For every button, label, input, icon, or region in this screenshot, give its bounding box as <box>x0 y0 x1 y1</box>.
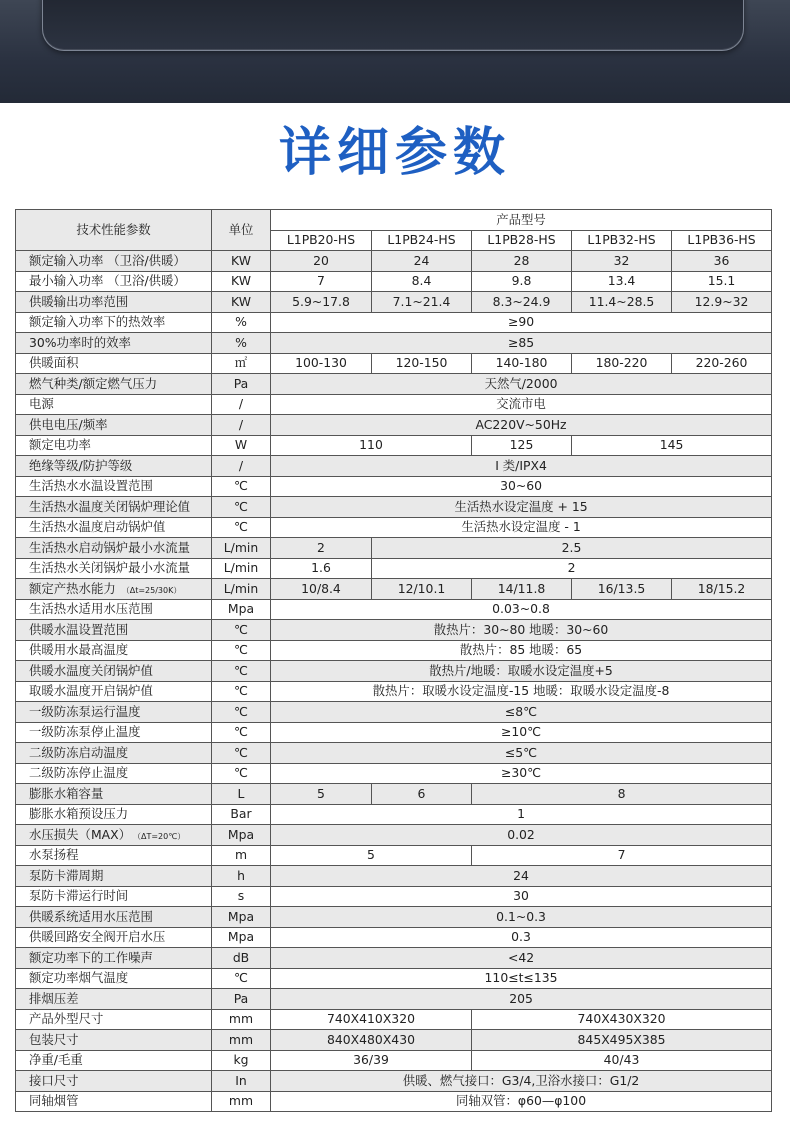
table-row <box>16 743 772 764</box>
param-cell <box>16 579 212 600</box>
model-cell: L1PB24-HS <box>372 230 472 251</box>
table-row <box>16 661 772 682</box>
table-row <box>16 497 772 518</box>
param-cell <box>16 722 212 743</box>
unit-cell: dB <box>212 948 271 969</box>
param-cell <box>16 702 212 723</box>
value-cell: 7 <box>472 845 772 866</box>
table-row <box>16 702 772 723</box>
table-row <box>16 1030 772 1051</box>
param-note: （Δt=25/30K） <box>121 585 182 595</box>
value-cell: 6 <box>372 784 472 805</box>
param-cell <box>16 1030 212 1051</box>
param-cell <box>16 866 212 887</box>
param-cell <box>16 312 212 333</box>
table-row <box>16 456 772 477</box>
value-cell: 5 <box>271 845 472 866</box>
value-cell: I 类/IPX4 <box>271 456 772 477</box>
param-label: 供暖水温设置范围 <box>29 621 129 637</box>
value-cell: AC220V~50Hz <box>271 415 772 436</box>
value-cell: 13.4 <box>572 271 672 292</box>
value-cell: 180-220 <box>572 353 672 374</box>
unit-cell: ℃ <box>212 763 271 784</box>
table-row <box>16 763 772 784</box>
table-row <box>16 435 772 456</box>
unit-cell: % <box>212 312 271 333</box>
param-cell <box>16 476 212 497</box>
title-wrap <box>0 120 790 186</box>
value-cell: 11.4~28.5 <box>572 292 672 313</box>
table-row <box>16 353 772 374</box>
param-cell <box>16 271 212 292</box>
param-label: 额定功率烟气温度 <box>29 970 129 986</box>
value-cell: 散热片/地暖：取暖水设定温度+5 <box>271 661 772 682</box>
value-cell: 740X410X320 <box>271 1009 472 1030</box>
param-cell <box>16 333 212 354</box>
unit-cell: mm <box>212 1030 271 1051</box>
value-cell: 24 <box>271 866 772 887</box>
param-label: 同轴烟管 <box>29 1093 79 1109</box>
unit-cell: Pa <box>212 374 271 395</box>
value-cell: ≥85 <box>271 333 772 354</box>
table-row <box>16 845 772 866</box>
value-cell: 110≤t≤135 <box>271 968 772 989</box>
param-label: 供暖输出功率范围 <box>29 293 129 309</box>
table-row <box>16 1009 772 1030</box>
param-cell <box>16 394 212 415</box>
hero-product-panel <box>42 0 744 51</box>
unit-cell: ℃ <box>212 476 271 497</box>
value-cell: 0.02 <box>271 825 772 846</box>
header-model: 产品型号 <box>271 210 772 231</box>
param-cell <box>16 374 212 395</box>
param-cell <box>16 538 212 559</box>
param-label: 一级防冻泵运行温度 <box>29 703 141 719</box>
param-label: 膨胀水箱预设压力 <box>29 806 129 822</box>
unit-cell: Mpa <box>212 825 271 846</box>
param-label: 排烟压差 <box>29 990 79 1006</box>
param-cell <box>16 517 212 538</box>
unit-cell: kg <box>212 1050 271 1071</box>
header-param: 技术性能参数 <box>16 210 212 251</box>
hero-banner <box>0 0 790 103</box>
table-row <box>16 886 772 907</box>
param-label: 供暖面积 <box>29 355 79 371</box>
param-label: 额定产热水能力 <box>29 580 116 596</box>
param-label: 额定输入功率下的热效率 <box>29 314 166 330</box>
table-row <box>16 374 772 395</box>
unit-cell: Pa <box>212 989 271 1010</box>
value-cell: 205 <box>271 989 772 1010</box>
param-cell <box>16 784 212 805</box>
unit-cell: m <box>212 845 271 866</box>
value-cell: 12.9~32 <box>672 292 772 313</box>
param-label: 绝缘等级/防护等级 <box>29 457 133 473</box>
unit-cell: In <box>212 1071 271 1092</box>
value-cell: 30 <box>271 886 772 907</box>
unit-cell: Mpa <box>212 927 271 948</box>
unit-cell: / <box>212 415 271 436</box>
param-label: 净重/毛重 <box>29 1052 83 1068</box>
unit-cell: mm <box>212 1091 271 1112</box>
value-cell: 0.1~0.3 <box>271 907 772 928</box>
param-label: 额定功率下的工作噪声 <box>29 949 153 965</box>
value-cell: 24 <box>372 251 472 272</box>
param-label: 生活热水温度关闭锅炉理论值 <box>29 498 191 514</box>
param-cell <box>16 886 212 907</box>
table-row <box>16 784 772 805</box>
model-cell: L1PB36-HS <box>672 230 772 251</box>
value-cell: 15.1 <box>672 271 772 292</box>
param-label: 水泵扬程 <box>29 847 79 863</box>
table-row <box>16 1091 772 1112</box>
table-row <box>16 1050 772 1071</box>
table-row <box>16 579 772 600</box>
unit-cell: W <box>212 435 271 456</box>
table-row <box>16 415 772 436</box>
unit-cell: ℃ <box>212 681 271 702</box>
value-cell: 2 <box>372 558 772 579</box>
value-cell: 生活热水设定温度 + 15 <box>271 497 772 518</box>
value-cell: 5.9~17.8 <box>271 292 372 313</box>
unit-cell: ℃ <box>212 702 271 723</box>
unit-cell: ℃ <box>212 640 271 661</box>
param-label: 产品外型尺寸 <box>29 1011 104 1027</box>
param-label: 一级防冻泵停止温度 <box>29 724 141 740</box>
unit-cell: ℃ <box>212 620 271 641</box>
value-cell: 110 <box>271 435 472 456</box>
param-label: 30%功率时的效率 <box>29 334 131 350</box>
value-cell: 交流市电 <box>271 394 772 415</box>
param-cell <box>16 948 212 969</box>
param-label: 取暖水温度开启锅炉值 <box>29 683 153 699</box>
param-cell <box>16 1009 212 1030</box>
param-label: 额定输入功率 （卫浴/供暖） <box>29 252 186 268</box>
value-cell: 740X430X320 <box>472 1009 772 1030</box>
param-cell <box>16 497 212 518</box>
param-cell <box>16 1050 212 1071</box>
param-label: 供暖水温度关闭锅炉值 <box>29 662 153 678</box>
param-label: 供电电压/频率 <box>29 416 108 432</box>
unit-cell: Bar <box>212 804 271 825</box>
unit-cell: Mpa <box>212 599 271 620</box>
param-label: 生活热水启动锅炉最小水流量 <box>29 539 191 555</box>
header-unit: 单位 <box>212 210 271 251</box>
table-row <box>16 251 772 272</box>
value-cell: 100-130 <box>271 353 372 374</box>
table-row <box>16 681 772 702</box>
value-cell: 18/15.2 <box>672 579 772 600</box>
spec-table <box>15 209 772 1112</box>
unit-cell: / <box>212 394 271 415</box>
value-cell: 1.6 <box>271 558 372 579</box>
value-cell: 145 <box>572 435 772 456</box>
param-cell <box>16 415 212 436</box>
table-header-row <box>16 210 772 231</box>
value-cell: 12/10.1 <box>372 579 472 600</box>
value-cell: 8.4 <box>372 271 472 292</box>
value-cell: 散热片：85 地暖：65 <box>271 640 772 661</box>
unit-cell: ℃ <box>212 743 271 764</box>
table-row <box>16 804 772 825</box>
param-cell <box>16 599 212 620</box>
value-cell: 7 <box>271 271 372 292</box>
value-cell: 7.1~21.4 <box>372 292 472 313</box>
unit-cell: / <box>212 456 271 477</box>
page-title: 详细参数 <box>278 123 511 183</box>
value-cell: 8 <box>472 784 772 805</box>
value-cell: ≤8℃ <box>271 702 772 723</box>
unit-cell: ℃ <box>212 722 271 743</box>
table-row <box>16 722 772 743</box>
table-row <box>16 312 772 333</box>
table-row <box>16 476 772 497</box>
param-cell <box>16 927 212 948</box>
unit-cell: L/min <box>212 558 271 579</box>
unit-cell: ℃ <box>212 661 271 682</box>
param-cell <box>16 681 212 702</box>
value-cell: ≥10℃ <box>271 722 772 743</box>
param-label: 燃气种类/额定燃气压力 <box>29 375 158 391</box>
value-cell: ≥30℃ <box>271 763 772 784</box>
table-row <box>16 517 772 538</box>
table-row <box>16 599 772 620</box>
param-label: 电源 <box>29 396 54 412</box>
unit-cell: s <box>212 886 271 907</box>
param-cell <box>16 456 212 477</box>
value-cell: ≤5℃ <box>271 743 772 764</box>
table-row <box>16 989 772 1010</box>
table-row <box>16 620 772 641</box>
value-cell: 9.8 <box>472 271 572 292</box>
param-label: 二级防冻启动温度 <box>29 744 129 760</box>
value-cell: 32 <box>572 251 672 272</box>
value-cell: 36 <box>672 251 772 272</box>
unit-cell: L <box>212 784 271 805</box>
param-label: 生活热水适用水压范围 <box>29 601 153 617</box>
value-cell: 天然气/2000 <box>271 374 772 395</box>
model-cell: L1PB28-HS <box>472 230 572 251</box>
value-cell: 散热片：30~80 地暖：30~60 <box>271 620 772 641</box>
param-label: 生活热水温度启动锅炉值 <box>29 519 166 535</box>
param-cell <box>16 743 212 764</box>
param-label: 供暖用水最高温度 <box>29 642 129 658</box>
param-label: 泵防卡滞运行时间 <box>29 888 129 904</box>
table-row <box>16 394 772 415</box>
param-label: 包装尺寸 <box>29 1031 79 1047</box>
unit-cell: h <box>212 866 271 887</box>
value-cell: <42 <box>271 948 772 969</box>
value-cell: 供暖、燃气接口：G3/4,卫浴水接口：G1/2 <box>271 1071 772 1092</box>
value-cell: 8.3~24.9 <box>472 292 572 313</box>
value-cell: 120-150 <box>372 353 472 374</box>
unit-cell: ℃ <box>212 968 271 989</box>
value-cell: 0.03~0.8 <box>271 599 772 620</box>
param-label: 供暖回路安全阀开启水压 <box>29 929 166 945</box>
table-row <box>16 271 772 292</box>
param-cell <box>16 558 212 579</box>
param-cell <box>16 1091 212 1112</box>
param-cell <box>16 825 212 846</box>
table-row <box>16 907 772 928</box>
param-cell <box>16 845 212 866</box>
param-cell <box>16 968 212 989</box>
param-cell <box>16 620 212 641</box>
param-label: 供暖系统适用水压范围 <box>29 908 153 924</box>
value-cell: 14/11.8 <box>472 579 572 600</box>
param-cell <box>16 907 212 928</box>
table-row <box>16 333 772 354</box>
value-cell: 845X495X385 <box>472 1030 772 1051</box>
param-label: 最小输入功率 （卫浴/供暖） <box>29 273 186 289</box>
value-cell: 220-260 <box>672 353 772 374</box>
param-cell <box>16 640 212 661</box>
param-cell <box>16 989 212 1010</box>
table-row <box>16 825 772 846</box>
unit-cell: mm <box>212 1009 271 1030</box>
value-cell: 0.3 <box>271 927 772 948</box>
param-label: 额定电功率 <box>29 437 91 453</box>
value-cell: 散热片：取暖水设定温度-15 地暖：取暖水设定温度-8 <box>271 681 772 702</box>
table-row <box>16 948 772 969</box>
value-cell: 同轴双管：φ60—φ100 <box>271 1091 772 1112</box>
value-cell: 2.5 <box>372 538 772 559</box>
unit-cell: L/min <box>212 579 271 600</box>
unit-cell: Mpa <box>212 907 271 928</box>
table-row <box>16 538 772 559</box>
value-cell: 840X480X430 <box>271 1030 472 1051</box>
value-cell: 140-180 <box>472 353 572 374</box>
value-cell: 125 <box>472 435 572 456</box>
value-cell: 20 <box>271 251 372 272</box>
unit-cell: L/min <box>212 538 271 559</box>
unit-cell: ℃ <box>212 497 271 518</box>
unit-cell: ℃ <box>212 517 271 538</box>
value-cell: ≥90 <box>271 312 772 333</box>
unit-cell: % <box>212 333 271 354</box>
table-row <box>16 292 772 313</box>
param-cell <box>16 292 212 313</box>
value-cell: 5 <box>271 784 372 805</box>
unit-cell: KW <box>212 292 271 313</box>
table-row <box>16 1071 772 1092</box>
unit-cell: KW <box>212 251 271 272</box>
value-cell: 36/39 <box>271 1050 472 1071</box>
param-label: 二级防冻停止温度 <box>29 765 129 781</box>
param-cell <box>16 1071 212 1092</box>
param-cell <box>16 804 212 825</box>
model-cell: L1PB32-HS <box>572 230 672 251</box>
param-cell <box>16 251 212 272</box>
table-row <box>16 968 772 989</box>
table-row <box>16 640 772 661</box>
value-cell: 30~60 <box>271 476 772 497</box>
table-row <box>16 927 772 948</box>
value-cell: 28 <box>472 251 572 272</box>
unit-cell: ㎡ <box>212 353 271 374</box>
value-cell: 40/43 <box>472 1050 772 1071</box>
param-label: 生活热水关闭锅炉最小水流量 <box>29 560 191 576</box>
table-row <box>16 866 772 887</box>
value-cell: 生活热水设定温度 - 1 <box>271 517 772 538</box>
param-label: 生活热水水温设置范围 <box>29 478 153 494</box>
param-cell <box>16 661 212 682</box>
param-cell <box>16 353 212 374</box>
unit-cell: KW <box>212 271 271 292</box>
value-cell: 1 <box>271 804 772 825</box>
param-label: 膨胀水箱容量 <box>29 785 104 801</box>
value-cell: 16/13.5 <box>572 579 672 600</box>
param-label: 水压损失（MAX） <box>29 826 131 842</box>
model-cell: L1PB20-HS <box>271 230 372 251</box>
value-cell: 10/8.4 <box>271 579 372 600</box>
value-cell: 2 <box>271 538 372 559</box>
param-label: 接口尺寸 <box>29 1072 79 1088</box>
param-label: 泵防卡滞周期 <box>29 867 104 883</box>
param-note: （ΔT=20℃） <box>137 831 186 841</box>
table-row <box>16 558 772 579</box>
param-cell <box>16 435 212 456</box>
param-cell <box>16 763 212 784</box>
